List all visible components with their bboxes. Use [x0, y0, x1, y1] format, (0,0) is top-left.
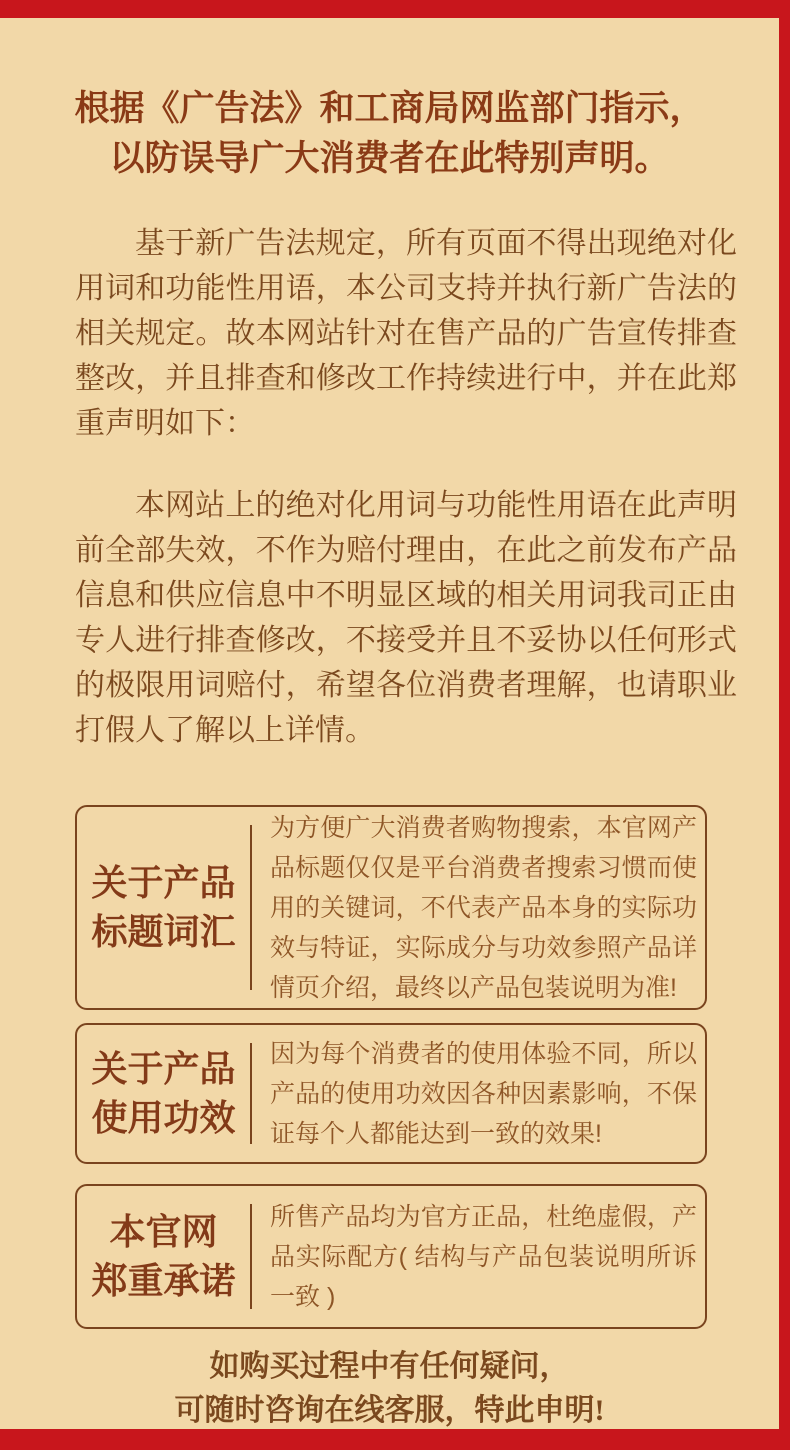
card-label-line1: 关于产品: [91, 1048, 236, 1089]
footer-note-line1: 如购买过程中有任何疑问，: [209, 1350, 570, 1383]
right-red-bar: [779, 0, 790, 1450]
notice-card-official-promise: [75, 1184, 707, 1329]
intro-paragraph-2: 本网站上的绝对化用词与功能性用语在此声明前全部失效，不作为赔付理由，在此之前发布产品信息和供应信息中不明显区域的相关用词我司正由专人进行排查修改，不接受并且不妥协以任何形式的极限用词赔付，希望各位消费者理解，也请职业打假人了解以上详情。: [75, 489, 737, 747]
card-text: 因为每个消费者的使用体验不同，所以产品的使用功效因各种因素影响，不保证每个人都能达到一致的效果!: [270, 1039, 697, 1148]
card-text: 所售产品均为官方正品，杜绝虚假，产品实际配方( 结构与产品包装说明所诉一致 ): [270, 1202, 697, 1311]
card-label: [77, 1025, 250, 1162]
intro-paragraph-1: 基于新广告法规定，所有页面不得出现绝对化用词和功能性用语，本公司支持并执行新广告法的相关规定。故本网站针对在售产品的广告宣传排查整改，并且排查和修改工作持续进行中，并在此郑重声明如下：: [75, 227, 737, 440]
card-label-line2: 标题词汇: [91, 911, 236, 952]
card-label-line2: 郑重承诺: [91, 1260, 236, 1301]
card-label-line1: 本官网: [109, 1211, 218, 1252]
page-title: [0, 84, 779, 184]
page-title-line2: 以防误导广大消费者在此特别声明。: [109, 139, 670, 178]
footer-note-line2: 可随时咨询在线客服，特此申明!: [174, 1394, 605, 1427]
notice-card-usage-effect: [75, 1023, 707, 1164]
notice-card-title-words: [75, 805, 707, 1010]
bottom-red-bar: [0, 1429, 790, 1450]
card-label-line1: 关于产品: [91, 862, 236, 903]
footer-note: [0, 1345, 779, 1433]
card-label: [77, 807, 250, 1008]
page-title-line1: 根据《广告法》和工商局网监部门指示，: [74, 89, 705, 128]
card-text: 为方便广大消费者购物搜索，本官网产品标题仅仅是平台消费者搜索习惯而使用的关键词，不代表产品本身的实际功效与特证，实际成分与功效参照产品详情页介绍，最终以产品包装说明为准!: [270, 813, 697, 1002]
card-label: [77, 1186, 250, 1327]
card-label-line2: 使用功效: [91, 1097, 236, 1138]
notice-card-list: [0, 805, 779, 1329]
